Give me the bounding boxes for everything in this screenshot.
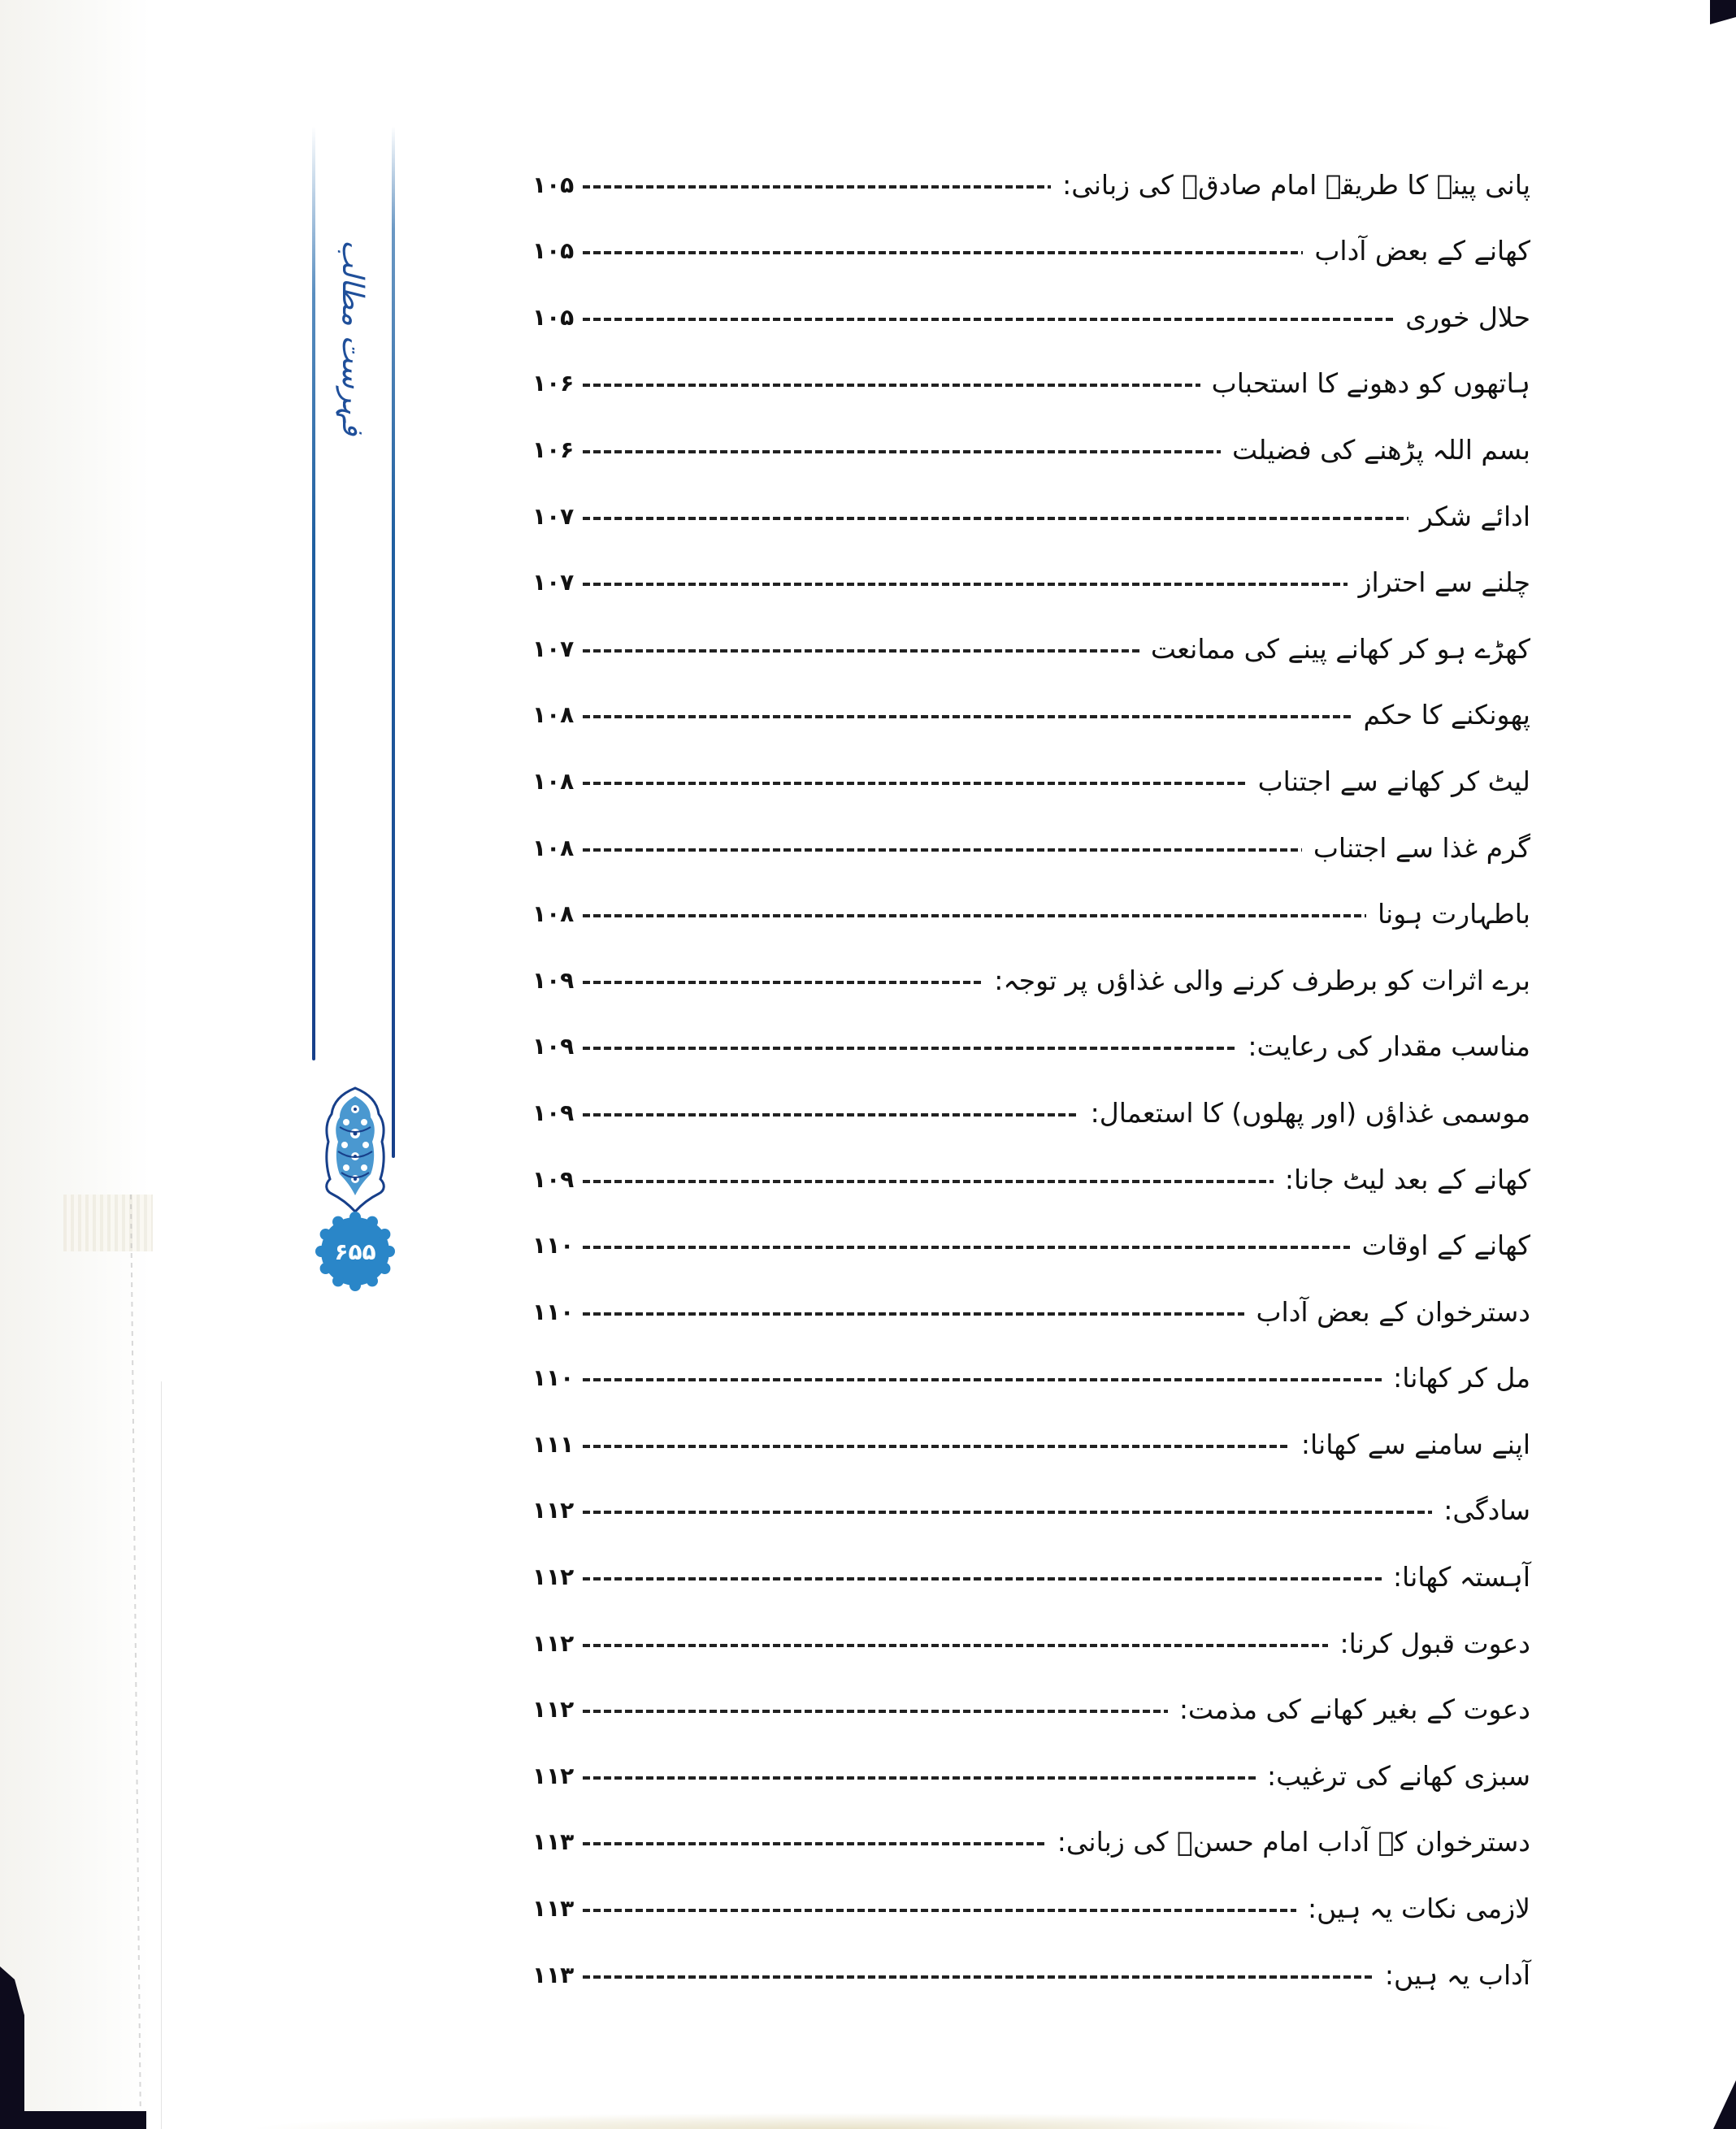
toc-entry[interactable] <box>532 868 1530 934</box>
toc-entry-title: سبزی کھانے کی ترغیب: <box>1267 1759 1530 1792</box>
background-corner-top-right <box>1710 0 1736 24</box>
toc-entry[interactable] <box>532 470 1530 536</box>
toc-entry-title: مل کر کھانا: <box>1393 1362 1530 1394</box>
dot-leader <box>583 1180 1274 1183</box>
toc-entry[interactable] <box>532 1729 1530 1796</box>
toc-entry-page: ۱۱۲ <box>532 1629 575 1657</box>
toc-entry-page: ۱۰۸ <box>532 701 575 729</box>
toc-entry-page: ۱۱۲ <box>532 1762 575 1789</box>
toc-entry-page: ۱۱۱ <box>532 1430 575 1458</box>
toc-entry-title: موسمی غذاؤں (اور پھلوں) کا استعمال: <box>1090 1096 1530 1129</box>
dot-leader <box>583 1644 1328 1647</box>
dot-leader <box>583 1511 1432 1514</box>
dot-leader <box>583 1842 1046 1845</box>
dot-leader <box>583 1577 1382 1580</box>
dot-leader <box>583 1312 1244 1316</box>
paper-edge-line-secondary <box>161 1381 162 2129</box>
toc-entry-page: ۱۰۸ <box>532 767 575 795</box>
page-edges-texture <box>63 1195 153 1251</box>
toc-entry[interactable] <box>532 271 1530 337</box>
background-strip-bottom <box>0 2111 146 2129</box>
toc-entry[interactable] <box>532 1133 1530 1199</box>
toc-entry-title: آداب یہ ہیں: <box>1384 1958 1530 1991</box>
toc-entry-title: پانی پینے کا طریقہ امام صادقؑ کی زبانی: <box>1062 168 1530 201</box>
toc-entry-page: ۱۱۰ <box>532 1364 575 1392</box>
toc-entry[interactable] <box>532 1332 1530 1398</box>
dot-leader <box>583 914 1366 917</box>
toc-entry-page: ۱۰۹ <box>532 966 575 994</box>
toc-entry-page: ۱۰۷ <box>532 635 575 662</box>
toc-entry-title: ادائے شکر <box>1419 500 1530 532</box>
rail-line-inner <box>392 126 395 1158</box>
toc-entry[interactable] <box>532 1265 1530 1332</box>
toc-entry[interactable] <box>532 536 1530 603</box>
toc-entry[interactable] <box>532 1530 1530 1597</box>
toc-entry[interactable] <box>532 1199 1530 1266</box>
dot-leader <box>583 1975 1374 1979</box>
toc-entry-page: ۱۰۹ <box>532 1033 575 1060</box>
dot-leader <box>583 583 1348 586</box>
dot-leader <box>583 1378 1382 1381</box>
background-corner-bottom-right <box>1713 2080 1736 2129</box>
dot-leader <box>583 517 1408 520</box>
toc-entry[interactable] <box>532 337 1530 404</box>
dot-leader <box>583 185 1051 189</box>
dot-leader <box>583 1246 1350 1249</box>
page-stack-edge <box>0 0 150 2129</box>
rail-line-outer <box>312 126 315 1060</box>
dot-leader <box>583 1445 1290 1448</box>
toc-entry-page: ۱۰۶ <box>532 436 575 463</box>
toc-entry[interactable] <box>532 735 1530 801</box>
toc-entry-page: ۱۰۵ <box>532 171 575 198</box>
toc-entry-title: چلنے سے احتراز <box>1358 566 1530 599</box>
toc-entry-page: ۱۰۶ <box>532 370 575 397</box>
toc-entry-page: ۱۰۹ <box>532 1165 575 1193</box>
dot-leader <box>583 384 1200 387</box>
dot-leader <box>583 981 983 984</box>
toc-entry[interactable] <box>532 1796 1530 1862</box>
toc-entry[interactable] <box>532 205 1530 271</box>
toc-entry-page: ۱۰۸ <box>532 834 575 861</box>
toc-entry-title: دعوت قبول کرنا: <box>1339 1627 1530 1659</box>
toc-entry-page: ۱۰۹ <box>532 1099 575 1126</box>
toc-entry-title: دسترخوان کے بعض آداب <box>1256 1295 1530 1328</box>
toc-entry-title: اپنے سامنے سے کھانا: <box>1300 1428 1530 1460</box>
toc-entry-page: ۱۱۰ <box>532 1298 575 1325</box>
toc-entry-page: ۱۱۲ <box>532 1563 575 1591</box>
toc-entry-title: گرم غذا سے اجتناب <box>1313 831 1530 864</box>
dot-leader <box>583 649 1139 653</box>
toc-entry[interactable] <box>532 801 1530 868</box>
table-of-contents <box>532 138 1530 1995</box>
toc-entry-title: دعوت کے بغیر کھانے کی مذمت: <box>1178 1693 1530 1726</box>
toc-entry-title: لازمی نکات یہ ہیں: <box>1308 1893 1530 1925</box>
toc-entry-title: دسترخوان کے آداب امام حسنؑ کی زبانی: <box>1057 1826 1530 1858</box>
toc-entry-title: حلال خوری <box>1405 301 1530 333</box>
dot-leader <box>583 1909 1296 1912</box>
page-number-badge <box>315 1211 396 1292</box>
toc-entry-page: ۱۰۵ <box>532 237 575 265</box>
toc-entry-title: کھانے کے بعد لیٹ جانا: <box>1284 1163 1530 1195</box>
dot-leader <box>583 715 1352 718</box>
paper-edge-line <box>130 1195 141 2129</box>
toc-entry-page: ۱۱۳ <box>532 1828 575 1856</box>
toc-entry[interactable] <box>532 602 1530 669</box>
dot-leader <box>583 1710 1168 1713</box>
toc-entry-page: ۱۱۲ <box>532 1696 575 1724</box>
dot-leader <box>583 1113 1079 1117</box>
dot-leader <box>583 848 1302 852</box>
toc-entry[interactable] <box>532 403 1530 470</box>
toc-entry-title: کھانے کے بعض آداب <box>1314 235 1530 267</box>
dot-leader <box>583 1047 1236 1050</box>
toc-entry[interactable] <box>532 138 1530 205</box>
toc-entry-page: ۱۱۲ <box>532 1497 575 1524</box>
toc-entry-title: برے اثرات کو برطرف کرنے والی غذاؤں پر توجہ: <box>994 964 1530 996</box>
toc-entry[interactable] <box>532 1000 1530 1067</box>
toc-entry-title: ہاتھوں کو دھونے کا استحباب <box>1211 367 1530 400</box>
toc-entry-title: پھونکنے کا حکم <box>1363 699 1530 731</box>
dot-leader <box>583 318 1394 321</box>
dot-leader <box>583 782 1247 785</box>
dot-leader <box>583 251 1303 254</box>
dot-leader <box>583 1776 1256 1780</box>
toc-entry-page: ۱۰۸ <box>532 900 575 928</box>
toc-entry[interactable] <box>532 1464 1530 1531</box>
toc-entry-title: بسم اللہ پڑھنے کی فضیلت <box>1231 433 1530 466</box>
toc-entry-page: ۱۰۷ <box>532 569 575 596</box>
toc-entry[interactable] <box>532 669 1530 735</box>
toc-entry-title: کھڑے ہو کر کھانے پینے کی ممانعت <box>1150 632 1530 665</box>
toc-entry-title: کھانے کے اوقات <box>1361 1229 1530 1262</box>
toc-entry-title: باطہارت ہونا <box>1377 898 1530 930</box>
section-title-vertical <box>320 239 385 436</box>
toc-entry-page: ۱۰۵ <box>532 303 575 331</box>
page-number: ۶۵۵ <box>334 1238 376 1265</box>
page-bottom-shadow <box>244 2113 1463 2129</box>
toc-entry[interactable] <box>532 934 1530 1000</box>
margin-rail <box>310 126 396 1296</box>
toc-entry[interactable] <box>532 1862 1530 1928</box>
toc-entry-title: لیٹ کر کھانے سے اجتناب <box>1257 765 1530 797</box>
dot-leader <box>583 450 1221 453</box>
floral-ornament-icon <box>319 1085 392 1215</box>
toc-entry-page: ۱۱۳ <box>532 1961 575 1988</box>
toc-entry[interactable] <box>532 1066 1530 1133</box>
toc-entry-title: مناسب مقدار کی رعایت: <box>1248 1030 1530 1063</box>
toc-entry-page: ۱۰۷ <box>532 502 575 530</box>
toc-entry[interactable] <box>532 1597 1530 1663</box>
toc-entry-title: سادگی: <box>1443 1494 1530 1527</box>
toc-entry-title: آہستہ کھانا: <box>1392 1561 1530 1593</box>
toc-entry-page: ۱۱۳ <box>532 1895 575 1923</box>
toc-entry[interactable] <box>532 1663 1530 1730</box>
toc-entry-page: ۱۱۰ <box>532 1232 575 1260</box>
toc-entry[interactable] <box>532 1928 1530 1995</box>
section-title-text: فہرست مطالب <box>336 239 370 436</box>
toc-entry[interactable] <box>532 1398 1530 1464</box>
